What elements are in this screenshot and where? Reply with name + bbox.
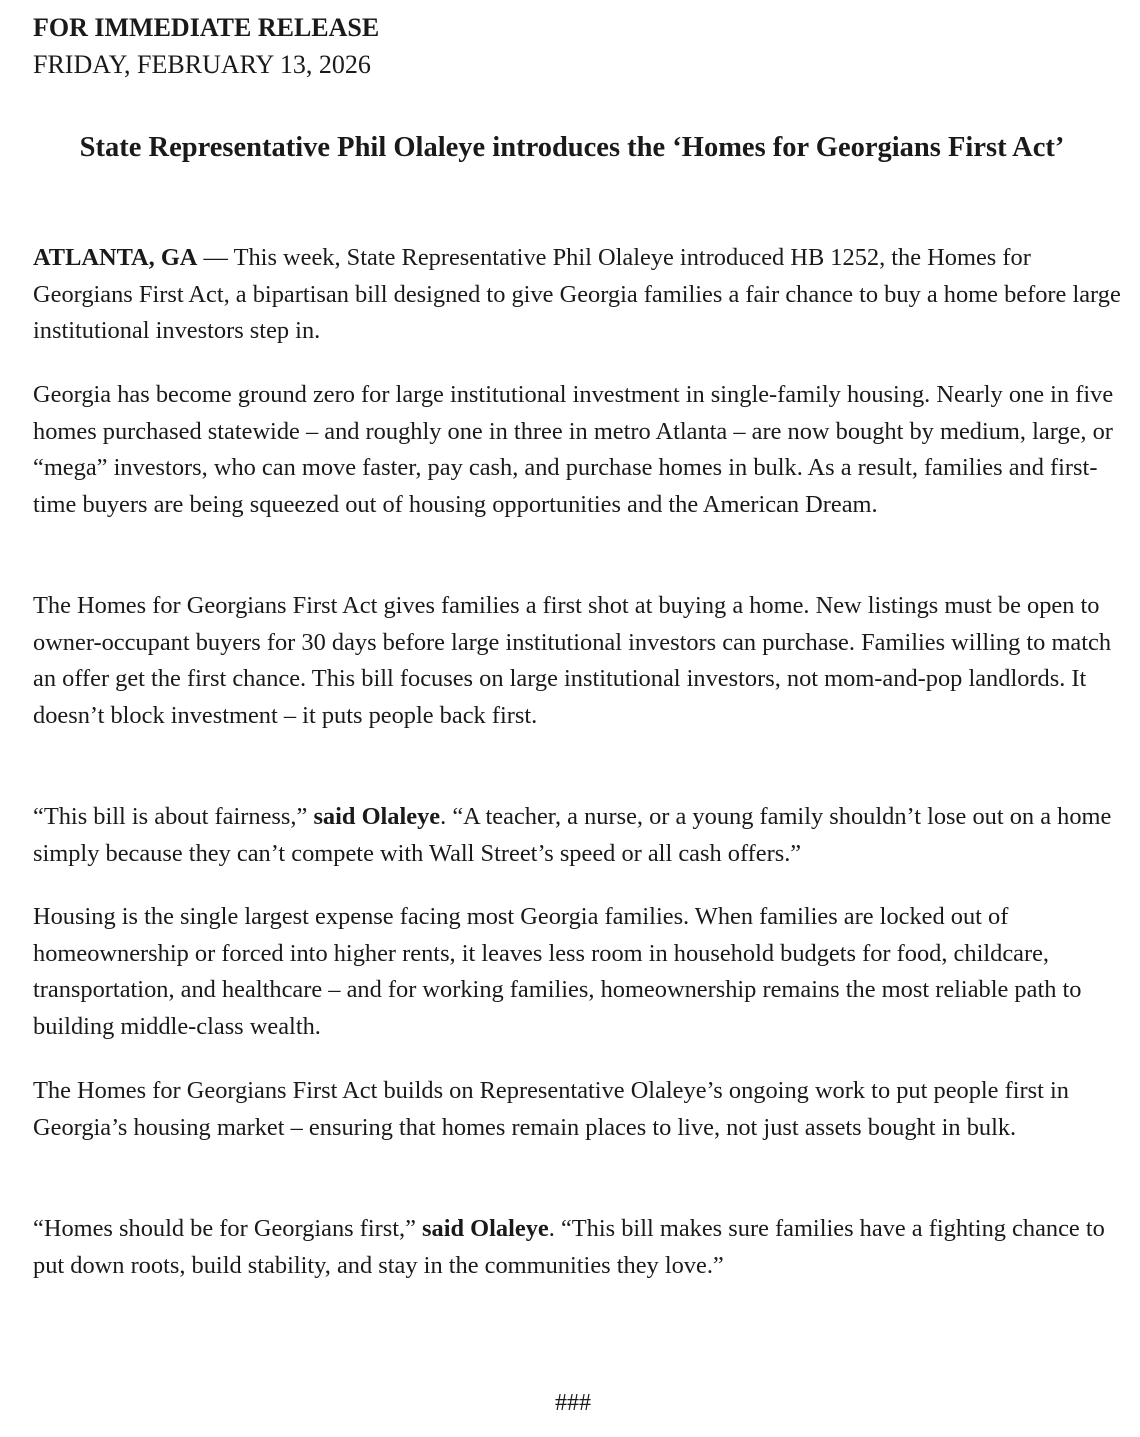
- paragraph-bill-details: The Homes for Georgians First Act gives families a first shot at buying a home. New listings must be open to owner-occupant buyers for 30 days before large institutional investors can purchase. Families willing to match an offer get the first chance. This bill focuses on large institutional investors, not mom-and-pop landlords. It doesn’t block investment – it puts people back first.: [33, 592, 1112, 729]
- quote-end: . “A teacher, a nurse, or a young family shouldn’t lose out on a home simply because they can’t compete with Wall Street’s speed or all cash offers.”: [33, 803, 1112, 867]
- paragraph-intro: [33, 240, 1123, 350]
- quote-start: “Homes should be for Georgians first,”: [33, 1215, 423, 1242]
- paragraph-intro-text: — This week, State Representative Phil Olaleye introduced HB 1252, the Homes for Georgians First Act, a bipartisan bill designed to give Georgia families a fair chance to buy a home before large institutional investors step in.: [33, 244, 1121, 345]
- paragraph-ongoing-work: The Homes for Georgians First Act builds on Representative Olaleye’s ongoing work to put people first in Georgia’s housing market – ensuring that homes remain places to live, not just assets bought in bulk.: [33, 1077, 1069, 1141]
- release-date: FRIDAY, FEBRUARY 13, 2026: [33, 50, 371, 79]
- quote-start: “This bill is about fairness,”: [33, 803, 314, 830]
- paragraph-quote-fairness: [33, 799, 1123, 872]
- release-label: FOR IMMEDIATE RELEASE: [33, 13, 380, 42]
- headline: State Representative Phil Olaleye introduces the ‘Homes for Georgians First Act’: [79, 132, 1065, 163]
- attribution: said Olaleye: [422, 1215, 549, 1242]
- paragraph-housing-expense: Housing is the single largest expense facing most Georgia families. When families are locked out of homeownership or forced into higher rents, it leaves less room in household budgets for food, childcare, transportation, and healthcare – and for working families, homeownership remains the most reliable path to building middle-class wealth.: [33, 903, 1082, 1040]
- paragraph-quote-closing: [33, 1211, 1123, 1284]
- quote-end: . “This bill makes sure families have a fighting chance to put down roots, build stability, and stay in the communities they love.”: [33, 1215, 1105, 1279]
- dateline: ATLANTA, GA: [33, 244, 198, 271]
- attribution: said Olaleye: [313, 803, 441, 830]
- end-mark: ###: [555, 1390, 591, 1416]
- paragraph-background: Georgia has become ground zero for large institutional investment in single-family housing. Nearly one in five homes purchased statewide – and roughly one in three in metro Atlanta – are now bought by medium, large, or “mega” investors, who can move faster, pay cash, and purchase homes in bulk. As a result, families and first-time buyers are being squeezed out of housing opportunities and the American Dream.: [33, 381, 1114, 518]
